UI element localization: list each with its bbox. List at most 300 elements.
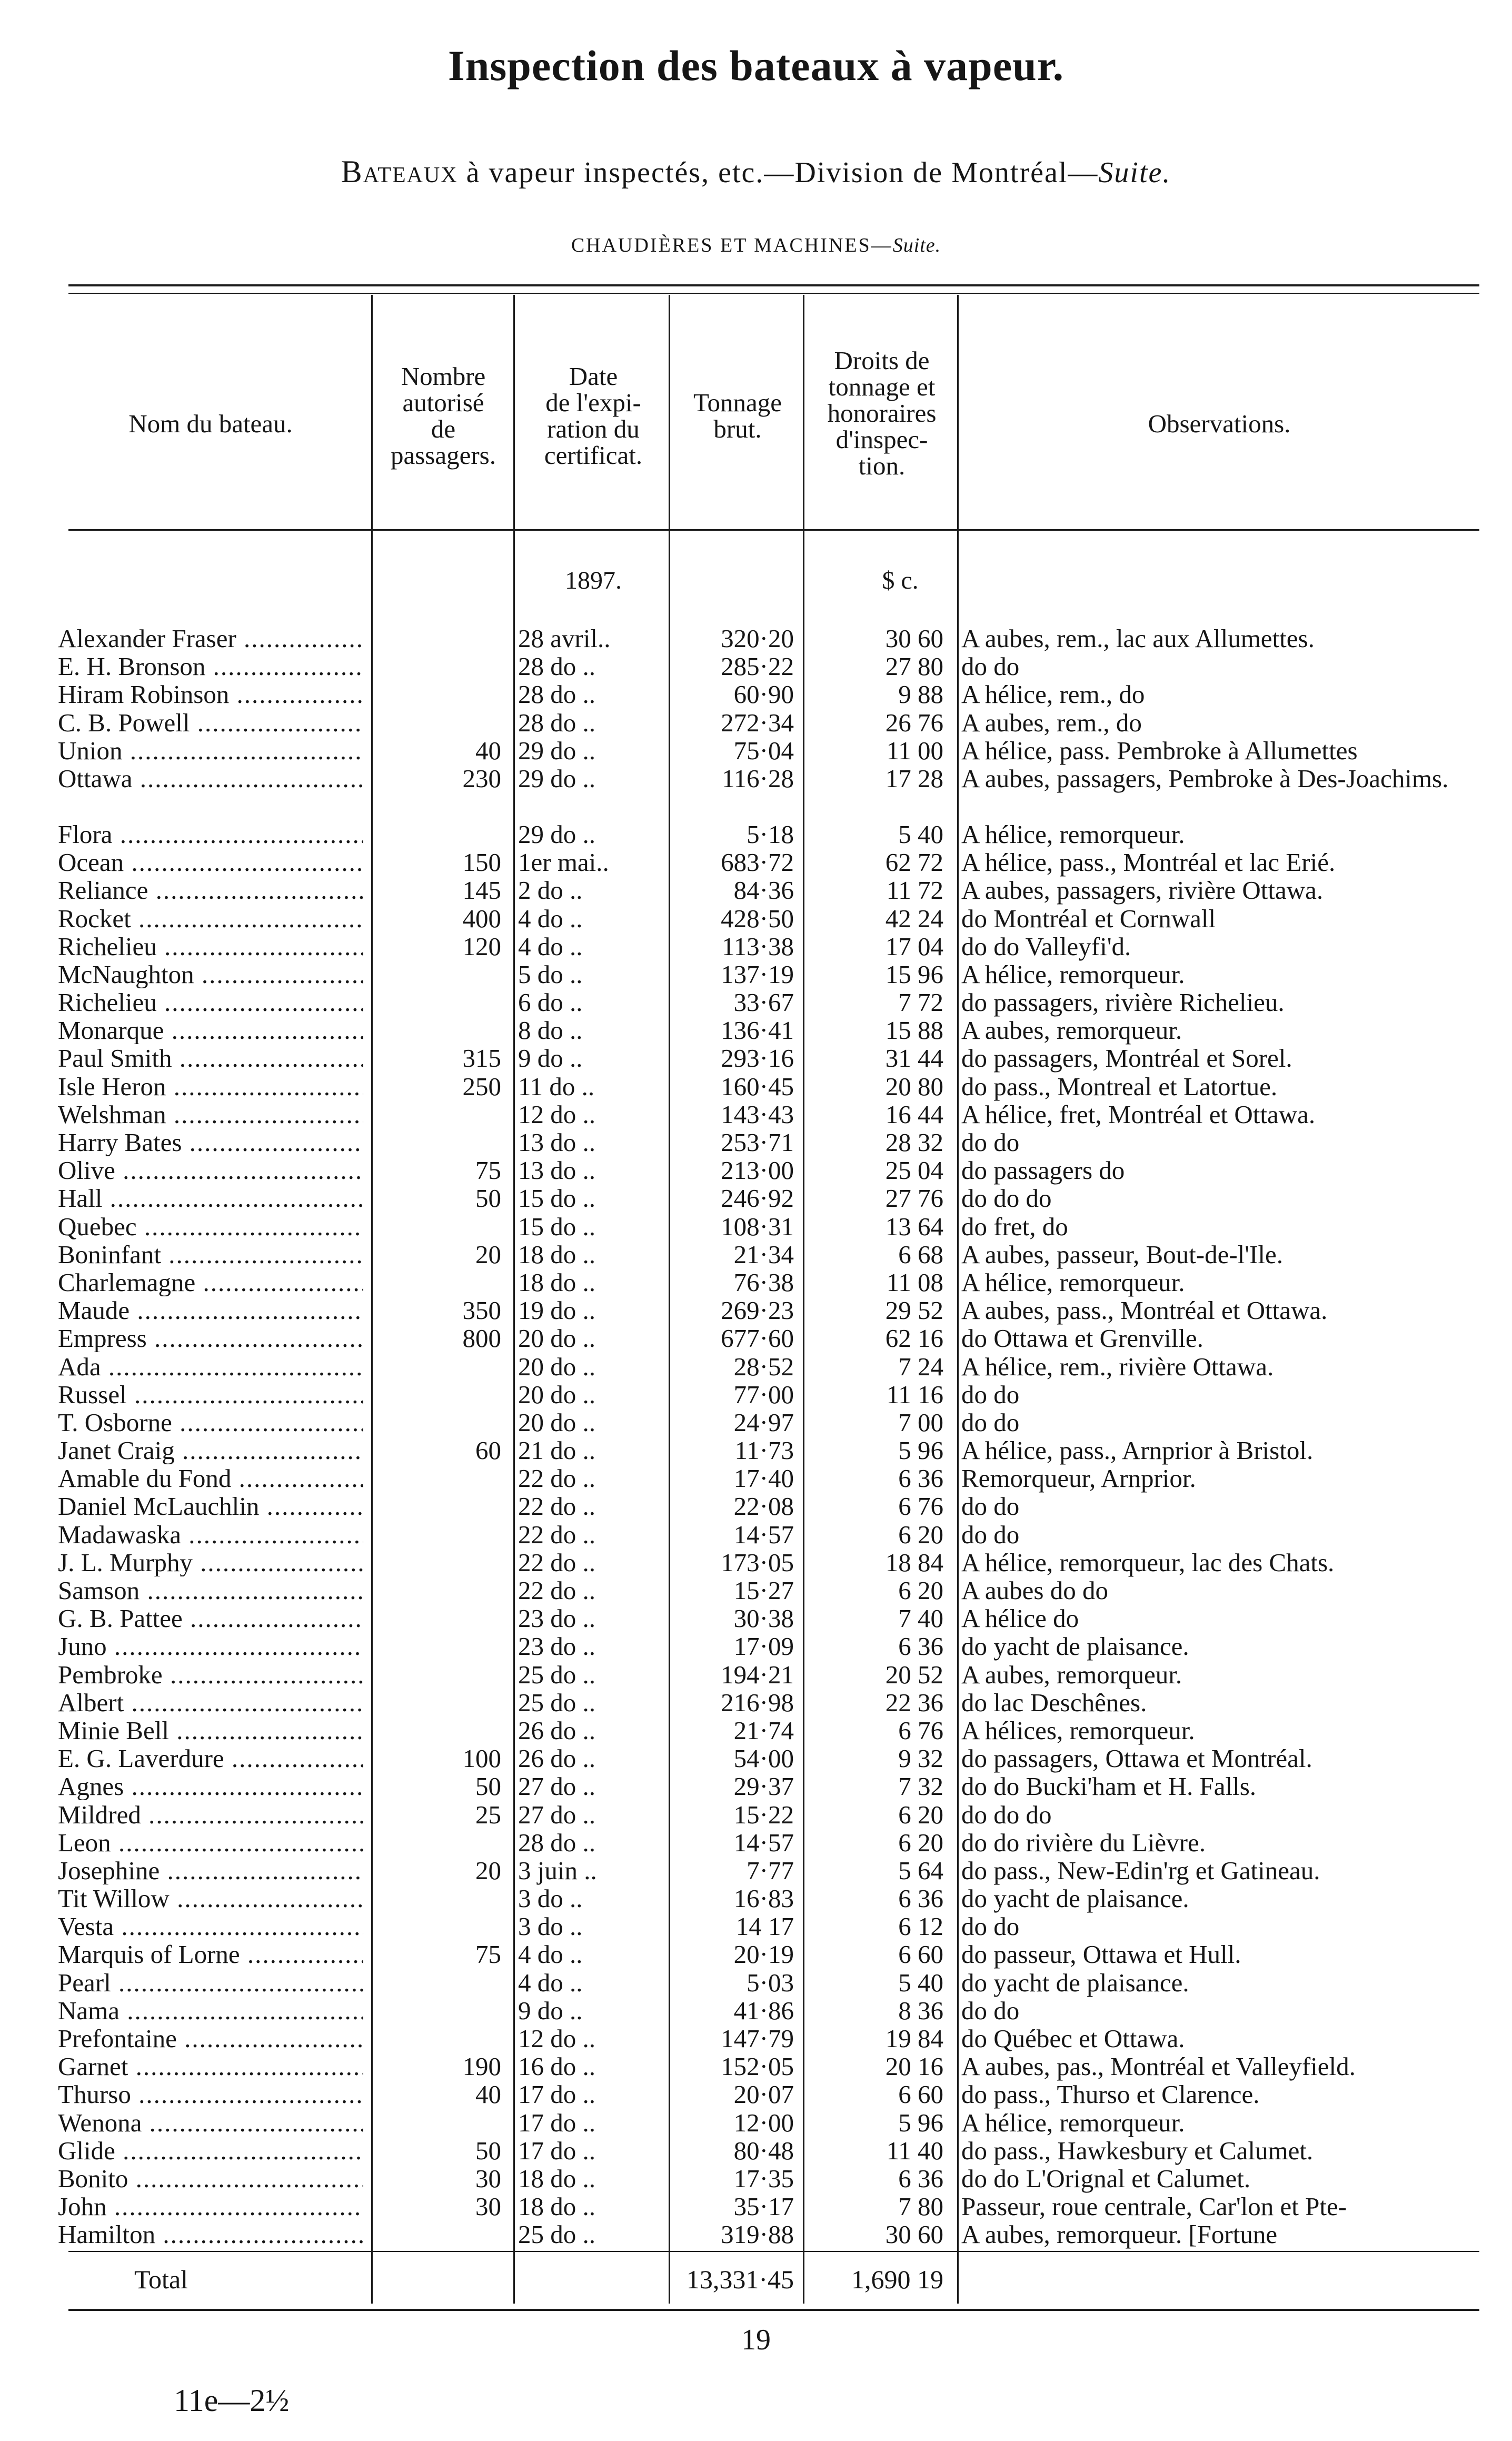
vessel-name: J. L. Murphy ..... (58, 1549, 363, 1576)
passengers-cell: 40 (475, 736, 501, 765)
tonnage-cell: 246·92 (721, 1184, 794, 1213)
vessel-name: Quebec ..... (58, 1213, 363, 1241)
tonnage-cell: 24·97 (733, 1407, 794, 1437)
expiry-date-cell: 4 do .. (518, 931, 583, 961)
dues-cell: 28 32 (885, 1128, 943, 1157)
observation-cell: do do Bucki'ham et H. Falls. (961, 1772, 1257, 1801)
dues-cell: 62 16 (885, 1324, 943, 1353)
dues-cell: 6 76 (898, 1715, 943, 1745)
observation-cell: do pass., New-Edin'rg et Gatineau. (961, 1855, 1320, 1885)
passengers-cell: 75 (475, 1156, 501, 1185)
vessel-name: Richelieu ..... (58, 932, 363, 960)
dues-cell: 6 68 (898, 1239, 943, 1269)
observation-cell: do lac Deschênes. (961, 1688, 1147, 1717)
expiry-date-cell: 19 do .. (518, 1296, 595, 1325)
dues-cell: 6 36 (898, 1884, 943, 1913)
expiry-date-cell: 25 do .. (518, 1688, 595, 1717)
vessel-name: Empress ..... (58, 1324, 363, 1352)
vessel-name: Vesta ..... (58, 1912, 363, 1940)
vessel-name: Leon ..... (58, 1829, 363, 1857)
observation-cell: do do (961, 1380, 1020, 1409)
tonnage-cell: 11·73 (734, 1436, 794, 1465)
expiry-date-cell: 17 do .. (518, 2108, 595, 2137)
vessel-name: Ottawa ..... (58, 765, 363, 792)
tonnage-cell: 16·83 (733, 1884, 794, 1913)
expiry-date-cell: 13 do .. (518, 1128, 595, 1157)
tonnage-cell: 677·60 (721, 1324, 794, 1353)
dues-cell: 6 36 (898, 2164, 943, 2193)
expiry-date-cell: 13 do .. (518, 1156, 595, 1185)
tonnage-cell: 683·72 (721, 848, 794, 877)
dues-cell: 15 88 (885, 1016, 943, 1045)
observation-cell: do yacht de plaisance. (961, 1968, 1189, 1997)
vessel-name: Rocket ..... (58, 905, 363, 932)
observation-cell: do do (961, 1407, 1020, 1437)
expiry-date-cell: 11 do .. (518, 1071, 595, 1101)
observation-cell: A hélice, remorqueur. (961, 959, 1185, 989)
vessel-name: Ada ..... (58, 1353, 363, 1381)
vessel-name: Marquis of Lorne ..... (58, 1940, 363, 1968)
table-row (0, 2080, 1512, 2108)
expiry-date-cell: 22 do .. (518, 1547, 595, 1577)
section-suite: Suite. (892, 234, 941, 256)
tonnage-cell: 15·27 (733, 1576, 794, 1605)
vessel-name: Welshman ..... (58, 1100, 363, 1128)
header-tonnage: Tonnage brut. (693, 388, 782, 443)
dues-cell: 5 64 (898, 1855, 943, 1885)
passengers-cell: 350 (462, 1296, 501, 1325)
tonnage-cell: 17·09 (733, 1632, 794, 1661)
table-row (0, 624, 1512, 652)
dues-cell: 25 04 (885, 1156, 943, 1185)
dues-cell: 9 88 (898, 680, 943, 709)
tonnage-cell: 320·20 (721, 624, 794, 653)
page-number: 19 (741, 2324, 771, 2356)
table-row (0, 1521, 1512, 1549)
observation-cell: do do L'Orignal et Calumet. (961, 2164, 1251, 2193)
observation-cell: Remorqueur, Arnprior. (961, 1464, 1196, 1493)
observation-cell: do do (961, 652, 1020, 681)
table-row (0, 737, 1512, 765)
vessel-name: Russel ..... (58, 1381, 363, 1408)
dues-cell: 8 36 (898, 1996, 943, 2025)
passengers-cell: 25 (475, 1800, 501, 1829)
observation-cell: do do (961, 1996, 1020, 2025)
table-row (0, 1044, 1512, 1072)
observation-cell: A hélice, remorqueur. (961, 1267, 1185, 1297)
subtitle-suite: Suite. (1098, 156, 1171, 189)
dues-cell: 27 76 (885, 1184, 943, 1213)
dues-cell: 22 36 (885, 1688, 943, 1717)
dues-cell: 11 40 (886, 2136, 943, 2165)
tonnage-cell: 253·71 (721, 1128, 794, 1157)
expiry-date-cell: 12 do .. (518, 2024, 595, 2053)
dues-cell: 6 20 (898, 1828, 943, 1857)
dues-cell: 7 24 (898, 1352, 943, 1381)
expiry-date-cell: 18 do .. (518, 1267, 595, 1297)
dues-cell: 30 60 (885, 624, 943, 653)
tonnage-cell: 136·41 (721, 1016, 794, 1045)
dues-cell: 11 00 (886, 736, 943, 765)
tonnage-cell: 84·36 (733, 876, 794, 905)
expiry-date-cell: 3 do .. (518, 1912, 583, 1941)
total-label: Total (134, 2265, 188, 2294)
passengers-cell: 120 (462, 931, 501, 961)
observation-cell: A aubes do do (961, 1576, 1108, 1605)
vessel-name: Mildred ..... (58, 1801, 363, 1829)
observation-cell: do Québec et Ottawa. (961, 2024, 1185, 2053)
tonnage-cell: 60·90 (733, 680, 794, 709)
passengers-cell: 315 (462, 1044, 501, 1073)
passengers-cell: 40 (475, 2080, 501, 2109)
subtitle-body: à vapeur inspectés, etc.—Division de Montréal— (457, 156, 1099, 189)
table-row (0, 1632, 1512, 1660)
expiry-date-cell: 23 do .. (518, 1604, 595, 1633)
vessel-name: Monarque ..... (58, 1016, 363, 1044)
dues-cell: 7 32 (898, 1772, 943, 1801)
observation-cell: do do rivière du Lièvre. (961, 1828, 1206, 1857)
vessel-name: T. Osborne ..... (58, 1408, 363, 1436)
table-row (0, 1576, 1512, 1604)
observation-cell: do Ottawa et Grenville. (961, 1324, 1203, 1353)
dues-cell: 11 72 (886, 876, 943, 905)
header-observations: Observations. (1148, 409, 1291, 438)
dues-cell: 26 76 (885, 708, 943, 737)
dues-cell: 6 60 (898, 2080, 943, 2109)
observation-cell: do do (961, 1912, 1020, 1941)
dues-cell: 17 28 (885, 763, 943, 793)
tonnage-cell: 272·34 (721, 708, 794, 737)
expiry-date-cell: 15 do .. (518, 1184, 595, 1213)
table-row (0, 932, 1512, 960)
vessel-name: Reliance ..... (58, 876, 363, 904)
section-label: CHAUDIÈRES ET MACHINES— (571, 234, 893, 256)
vessel-name: Harry Bates ..... (58, 1128, 363, 1156)
passengers-cell: 50 (475, 2136, 501, 2165)
expiry-date-cell: 27 do .. (518, 1800, 595, 1829)
vessel-name: Charlemagne ..... (58, 1268, 363, 1296)
expiry-date-cell: 22 do .. (518, 1464, 595, 1493)
vessel-name: Pearl ..... (58, 1969, 363, 1997)
bottom-rule (68, 2309, 1479, 2311)
table-row (0, 1324, 1512, 1352)
observation-cell: A hélice, pass., Montréal et lac Erié. (961, 848, 1336, 877)
vessel-name: Hall ..... (58, 1184, 363, 1212)
passengers-cell: 20 (475, 1855, 501, 1885)
vessel-name: Isle Heron ..... (58, 1073, 363, 1100)
tonnage-cell: 173·05 (721, 1547, 794, 1577)
expiry-date-cell: 28 do .. (518, 1828, 595, 1857)
table-row (0, 1857, 1512, 1884)
tonnage-cell: 269·23 (721, 1296, 794, 1325)
observation-cell: do fret, do (961, 1212, 1068, 1241)
tonnage-cell: 216·98 (721, 1688, 794, 1717)
expiry-date-cell: 20 do .. (518, 1407, 595, 1437)
dues-cell: 6 20 (898, 1576, 943, 1605)
passengers-cell: 190 (462, 2052, 501, 2081)
vessel-name: Pembroke ..... (58, 1661, 363, 1689)
vessel-name: Agnes ..... (58, 1772, 363, 1800)
dues-cell: 6 76 (898, 1492, 943, 1521)
tonnage-cell: 116·28 (722, 763, 794, 793)
table-row (0, 1100, 1512, 1128)
expiry-date-cell: 28 do .. (518, 708, 595, 737)
table-row (0, 2220, 1512, 2248)
tonnage-cell: 80·48 (733, 2136, 794, 2165)
top-rule-2 (68, 293, 1479, 294)
observation-cell: A hélice do (961, 1604, 1079, 1633)
vessel-name: C. B. Powell ..... (58, 709, 363, 737)
vessel-name: Boninfant ..... (58, 1241, 363, 1268)
printer-signature: 11e—2½ (174, 2383, 290, 2418)
table-row (0, 652, 1512, 680)
observation-cell: do do (961, 1128, 1020, 1157)
tonnage-cell: 21·34 (733, 1239, 794, 1269)
table-row (0, 1381, 1512, 1408)
vessel-name: Madawaska ..... (58, 1521, 363, 1549)
tonnage-cell: 21·74 (733, 1715, 794, 1745)
tonnage-cell: 28·52 (733, 1352, 794, 1381)
vessel-name: Nama ..... (58, 1997, 363, 2025)
tonnage-cell: 14 17 (735, 1912, 794, 1941)
table-row (0, 765, 1512, 820)
dues-cell: 6 20 (898, 1800, 943, 1829)
vessel-name: Thurso ..... (58, 2080, 363, 2108)
table-row (0, 1436, 1512, 1464)
expiry-date-cell: 8 do .. (518, 1016, 583, 1045)
dues-cell: 5 40 (898, 1968, 943, 1997)
tonnage-cell: 33·67 (733, 988, 794, 1017)
table-row (0, 1408, 1512, 1436)
total-row (0, 2264, 1512, 2296)
vessel-name: Daniel McLauchlin ..... (58, 1492, 363, 1520)
passengers-cell: 30 (475, 2192, 501, 2221)
vessel-name: John ..... (58, 2192, 363, 2220)
dues-cell: 6 36 (898, 1632, 943, 1661)
dues-cell: 13 64 (885, 1212, 943, 1241)
vessel-name: Josephine ..... (58, 1857, 363, 1884)
observation-cell: do passagers do (961, 1156, 1125, 1185)
tonnage-cell: 14·57 (733, 1520, 794, 1549)
vessel-name: Alexander Fraser ..... (58, 624, 363, 652)
expiry-date-cell: 21 do .. (518, 1436, 595, 1465)
table-row (0, 1912, 1512, 1940)
expiry-date-cell: 15 do .. (518, 1212, 595, 1241)
expiry-date-cell: 29 do .. (518, 819, 595, 849)
total-dues: 1,690 19 (851, 2265, 943, 2294)
dues-cell: 17 04 (885, 931, 943, 961)
vessel-name: Janet Craig ..... (58, 1436, 363, 1464)
dues-cell: 19 84 (885, 2024, 943, 2053)
page-title: Inspection des bateaux à vapeur. (447, 42, 1065, 90)
passengers-cell: 145 (462, 876, 501, 905)
dues-cell: 30 60 (885, 2220, 943, 2249)
expiry-date-cell: 20 do .. (518, 1380, 595, 1409)
observation-cell: A hélice, remorqueur, lac des Chats. (961, 1547, 1335, 1577)
observation-cell: do pass., Hawkesbury et Calumet. (961, 2136, 1314, 2165)
table-row (0, 1997, 1512, 2025)
expiry-date-cell: 4 do .. (518, 904, 583, 933)
vessel-name: Bonito ..... (58, 2165, 363, 2192)
expiry-date-cell: 27 do .. (518, 1772, 595, 1801)
table-subtitle (0, 154, 1512, 190)
table-row (0, 680, 1512, 708)
dues-cell: 15 96 (885, 959, 943, 989)
expiry-date-cell: 25 do .. (518, 2220, 595, 2249)
dues-cell: 6 12 (898, 1912, 943, 1941)
table-row (0, 905, 1512, 932)
vessel-name: Albert ..... (58, 1689, 363, 1716)
table-row (0, 960, 1512, 988)
expiry-date-cell: 2 do .. (518, 876, 583, 905)
top-rule-1 (68, 284, 1479, 286)
tonnage-cell: 75·04 (733, 736, 794, 765)
expiry-date-cell: 22 do .. (518, 1492, 595, 1521)
expiry-date-cell: 3 juin .. (518, 1855, 597, 1885)
vessel-name: Hamilton ..... (58, 2220, 363, 2248)
table-row (0, 1353, 1512, 1381)
passengers-cell: 230 (462, 763, 501, 793)
vessel-name: Union ..... (58, 737, 363, 765)
tonnage-cell: 143·43 (721, 1099, 794, 1129)
expiry-date-cell: 4 do .. (518, 1968, 583, 1997)
vessel-name: McNaughton ..... (58, 960, 363, 988)
observation-cell: A aubes, passagers, Pembroke à Des-Joachims. (961, 763, 1449, 793)
expiry-date-cell: 9 do .. (518, 1996, 583, 2025)
observation-cell: do yacht de plaisance. (961, 1632, 1189, 1661)
table-row (0, 988, 1512, 1016)
header-name: Nom du bateau. (128, 409, 293, 438)
observation-cell: do do do (961, 1184, 1052, 1213)
table-row (0, 1296, 1512, 1324)
observation-cell: A hélice, pass., Arnprior à Bristol. (961, 1436, 1314, 1465)
subtitle-lead: Bateaux (341, 154, 458, 189)
dues-cell: 11 16 (886, 1380, 943, 1409)
dues-cell: 7 72 (898, 988, 943, 1017)
tonnage-cell: 137·19 (721, 959, 794, 989)
table-row (0, 1940, 1512, 1968)
table-row (0, 2109, 1512, 2137)
observation-cell: A aubes, remorqueur. [Fortune (961, 2220, 1278, 2249)
vessel-name: Glide ..... (58, 2137, 363, 2165)
dues-cell: 6 20 (898, 1520, 943, 1549)
section-heading (0, 234, 1512, 257)
dues-cell: 9 32 (898, 1744, 943, 1773)
expiry-date-cell: 6 do .. (518, 988, 583, 1017)
passengers-cell: 50 (475, 1772, 501, 1801)
table-row (0, 2025, 1512, 2052)
table-row (0, 1464, 1512, 1492)
table-row (0, 820, 1512, 848)
observation-cell: do passeur, Ottawa et Hull. (961, 1940, 1241, 1969)
tonnage-cell: 30·38 (733, 1604, 794, 1633)
dues-cell: 42 24 (885, 904, 943, 933)
expiry-date-cell: 12 do .. (518, 1099, 595, 1129)
expiry-date-cell: 18 do .. (518, 1239, 595, 1269)
expiry-date-cell: 4 do .. (518, 1940, 583, 1969)
expiry-date-cell: 20 do .. (518, 1352, 595, 1381)
tonnage-cell: 7·77 (747, 1855, 794, 1885)
dues-cell: 29 52 (885, 1296, 943, 1325)
expiry-date-cell: 29 do .. (518, 736, 595, 765)
table-row (0, 2052, 1512, 2080)
table-row (0, 2192, 1512, 2220)
passengers-cell: 800 (462, 1324, 501, 1353)
vessel-name: Garnet ..... (58, 2052, 363, 2080)
vessel-name: Prefontaine ..... (58, 2025, 363, 2052)
total-top-rule (68, 2251, 1479, 2252)
expiry-date-cell: 18 do .. (518, 2192, 595, 2221)
table-body (0, 624, 1512, 2249)
dues-cell: 16 44 (885, 1099, 943, 1129)
expiry-date-cell: 17 do .. (518, 2136, 595, 2165)
vessel-name: Richelieu ..... (58, 988, 363, 1016)
vessel-name: G. B. Pattee ..... (58, 1604, 363, 1632)
table-row (0, 1716, 1512, 1744)
observation-cell: do Montréal et Cornwall (961, 904, 1216, 933)
dues-cell: 7 00 (898, 1407, 943, 1437)
observation-cell: A hélice, rem., do (961, 680, 1145, 709)
tonnage-cell: 76·38 (733, 1267, 794, 1297)
table-row (0, 876, 1512, 904)
table-row (0, 1184, 1512, 1212)
tonnage-cell: 35·17 (733, 2192, 794, 2221)
dues-cell: 6 60 (898, 1940, 943, 1969)
observation-cell: do passagers, Montréal et Sorel. (961, 1044, 1292, 1073)
table-row (0, 1661, 1512, 1689)
table-row (0, 1213, 1512, 1241)
table-row (0, 1801, 1512, 1829)
passengers-cell: 250 (462, 1071, 501, 1101)
tonnage-cell: 5·18 (747, 819, 794, 849)
dues-cell: 18 84 (885, 1547, 943, 1577)
vessel-name: Hiram Robinson ..... (58, 680, 363, 708)
year-label: 1897. (565, 567, 622, 594)
passengers-cell: 400 (462, 904, 501, 933)
expiry-date-cell: 22 do .. (518, 1520, 595, 1549)
dues-cell: 27 80 (885, 652, 943, 681)
vessel-name: Olive ..... (58, 1156, 363, 1184)
header-expiry: Date de l'expi- ration du certificat. (544, 362, 643, 470)
observation-cell: A hélice, remorqueur. (961, 819, 1185, 849)
expiry-date-cell: 20 do .. (518, 1324, 595, 1353)
vessel-name: E. H. Bronson ..... (58, 652, 363, 680)
observation-cell: Passeur, roue centrale, Car'lon et Pte- (961, 2192, 1347, 2221)
vessel-name: Paul Smith ..... (58, 1044, 363, 1072)
currency-label: $ c. (882, 567, 919, 594)
expiry-date-cell: 9 do .. (518, 1044, 583, 1073)
tonnage-cell: 29·37 (733, 1772, 794, 1801)
table-row (0, 1016, 1512, 1044)
vessel-name: Maude ..... (58, 1296, 363, 1324)
observation-cell: A aubes, remorqueur. (961, 1660, 1182, 1689)
table-row (0, 1549, 1512, 1576)
tonnage-cell: 194·21 (721, 1660, 794, 1689)
expiry-date-cell: 29 do .. (518, 763, 595, 793)
tonnage-cell: 77·00 (733, 1380, 794, 1409)
observation-cell: A aubes, pas., Montréal et Valleyfield. (961, 2052, 1356, 2081)
dues-cell: 31 44 (885, 1044, 943, 1073)
expiry-date-cell: 5 do .. (518, 959, 583, 989)
tonnage-cell: 428·50 (721, 904, 794, 933)
table-row (0, 1156, 1512, 1184)
observation-cell: do pass., Thurso et Clarence. (961, 2080, 1260, 2109)
vessel-name: Wenona ..... (58, 2109, 363, 2137)
observation-cell: A hélice, pass. Pembroke à Allumettes (961, 736, 1358, 765)
table-row (0, 1744, 1512, 1772)
dues-cell: 5 40 (898, 819, 943, 849)
passengers-cell: 150 (462, 848, 501, 877)
